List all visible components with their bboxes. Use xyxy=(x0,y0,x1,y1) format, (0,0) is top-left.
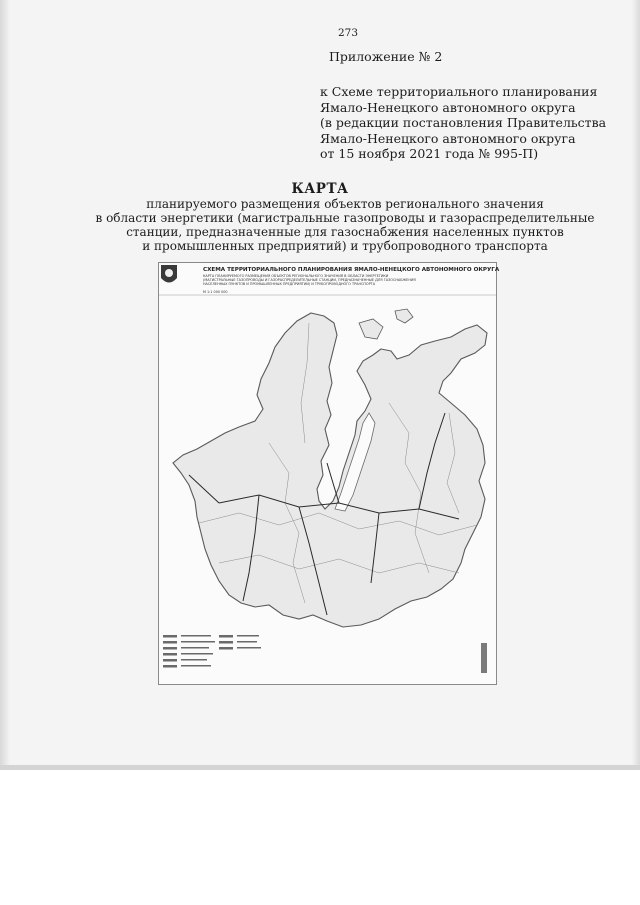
map-drawing xyxy=(159,263,496,684)
map-subtitle-line: НАСЕЛЕННЫХ ПУНКТОВ И ПРОМЫШЛЕННЫХ ПРЕДПРИЯТИЙ) И ТРУБОПРОВОДНОГО ТРАНСПОРТА xyxy=(203,282,376,287)
emblem-icon xyxy=(159,263,179,288)
subtitle-line: планируемого размещения объектов регионального значения xyxy=(146,197,544,211)
map-title: СХЕМА ТЕРРИТОРИАЛЬНОГО ПЛАНИРОВАНИЯ ЯМАЛО-НЕНЕЦКОГО АВТОНОМНОГО ОКРУГА xyxy=(203,267,500,273)
page-number: 273 xyxy=(338,27,359,39)
map-scale: М 1:1 000 000 xyxy=(203,290,228,294)
appendix-line: (в редакции постановления Правительства xyxy=(320,115,607,130)
scan-shadow-left xyxy=(0,0,10,770)
map-subtitle-line: (МАГИСТРАЛЬНЫЕ ГАЗОПРОВОДЫ И ГАЗОРАСПРЕДЕЛИТЕЛЬНЫЕ СТАНЦИИ, ПРЕДНАЗНАЧЕННЫЕ ДЛЯ ГАЗОСНАБЖЕНИЯ xyxy=(203,278,416,283)
island-shape xyxy=(359,319,383,339)
document-title: КАРТА xyxy=(291,181,349,197)
appendix-reference xyxy=(320,84,620,162)
subtitle-line: в области энергетики (магистральные газопроводы и газораспределительные xyxy=(95,211,595,225)
map-side-legend xyxy=(481,643,487,673)
appendix-line: к Схеме территориального планирования xyxy=(320,84,598,99)
appendix-line: Ямало-Ненецкого автономного округа xyxy=(320,130,576,146)
scan-shadow-right xyxy=(632,0,640,770)
map-figure xyxy=(158,262,500,685)
document-subtitle xyxy=(80,197,610,253)
island-shape xyxy=(395,309,413,323)
subtitle-line: и промышленных предприятий) и трубопроводного транспорта xyxy=(142,239,548,253)
appendix-line: Ямало-Ненецкого автономного округа xyxy=(320,99,576,115)
territory-shape xyxy=(173,313,487,627)
map-legend xyxy=(163,635,261,668)
appendix-line: от 15 ноября 2021 года № 995-П) xyxy=(320,146,539,161)
subtitle-line: станции, предназначенные для газоснабжения населенных пунктов xyxy=(126,225,564,239)
appendix-label: Приложение № 2 xyxy=(329,49,443,64)
map-subtitle xyxy=(203,274,416,286)
map-subtitle-line: КАРТА ПЛАНИРУЕМОГО РАЗМЕЩЕНИЯ ОБЪЕКТОВ РЕГИОНАЛЬНОГО ЗНАЧЕНИЯ В ОБЛАСТИ ЭНЕРГЕТИКИ xyxy=(203,274,389,278)
scan-shadow-bottom xyxy=(0,765,640,770)
